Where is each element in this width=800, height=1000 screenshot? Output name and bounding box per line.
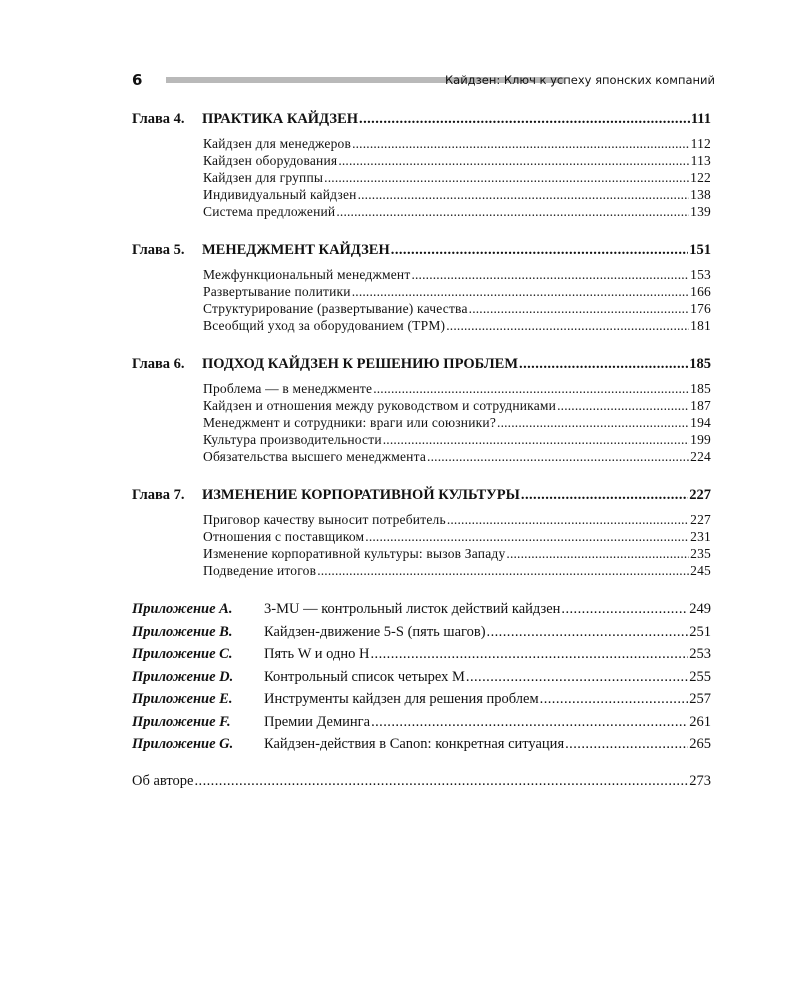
section-page: 231 <box>690 529 711 544</box>
section-title: Индивидуальный кайдзен <box>203 187 357 202</box>
appendix-page: 253 <box>689 646 711 662</box>
section-list <box>132 380 711 465</box>
leader-dots <box>371 711 688 734</box>
leader-dots <box>427 448 689 465</box>
chapter-label: Глава 6. <box>132 356 185 372</box>
appendix-label: Приложение D. <box>132 668 234 685</box>
about-author-page: 273 <box>689 772 711 789</box>
chapter-title: ПОДХОД КАЙДЗЕН К РЕШЕНИЮ ПРОБЛЕМ <box>202 356 519 372</box>
appendix-entry <box>132 666 711 689</box>
leader-dots <box>565 733 688 756</box>
chapter-heading <box>132 484 711 506</box>
leader-dots <box>194 770 688 792</box>
appendix-label: Приложение E. <box>132 691 233 707</box>
appendix-list <box>132 598 711 756</box>
page-number: 6 <box>132 71 143 89</box>
leader-dots <box>487 621 689 644</box>
section-entry <box>203 380 711 397</box>
section-page: 199 <box>690 432 711 447</box>
leader-dots <box>466 666 688 689</box>
appendix-title: Инструменты кайдзен для решения проблем <box>264 691 539 707</box>
leader-dots <box>497 414 689 431</box>
leader-dots <box>447 511 689 528</box>
chapter-7 <box>132 484 711 579</box>
appendix-entry <box>132 598 711 621</box>
leader-dots <box>324 169 689 186</box>
section-page: 227 <box>690 512 711 527</box>
leader-dots <box>519 353 688 375</box>
leader-dots <box>561 598 688 621</box>
appendix-page: 255 <box>689 668 711 685</box>
section-entry <box>203 152 711 169</box>
appendix-entry <box>132 643 711 666</box>
leader-dots <box>359 108 690 130</box>
section-page: 224 <box>690 449 711 464</box>
section-page: 166 <box>690 284 711 299</box>
leader-dots <box>469 300 689 317</box>
appendix-label: Приложение A. <box>132 601 233 617</box>
appendix-label: Приложение F. <box>132 713 231 730</box>
appendix-title: 3-MU — контрольный листок действий кайдзен <box>264 601 561 617</box>
chapter-label: Глава 5. <box>132 242 185 258</box>
about-author-title: Об авторе <box>132 772 194 789</box>
section-page: 139 <box>690 204 711 219</box>
chapter-page: 185 <box>689 356 711 372</box>
section-page: 112 <box>690 136 711 151</box>
section-page: 153 <box>690 267 711 282</box>
chapter-heading <box>132 108 711 130</box>
section-entry <box>203 528 711 545</box>
appendix-entry <box>132 688 711 711</box>
leader-dots <box>317 562 689 579</box>
section-entry <box>203 203 711 220</box>
section-title: Кайдзен для менеджеров <box>203 136 352 151</box>
chapter-heading <box>132 353 711 375</box>
section-entry <box>203 562 711 579</box>
section-title: Культура производительности <box>203 432 382 447</box>
section-page: 113 <box>690 153 711 168</box>
section-title: Кайдзен для группы <box>203 170 324 185</box>
leader-dots <box>383 431 689 448</box>
appendix-page: 249 <box>689 601 711 617</box>
chapter-page: 111 <box>690 111 711 127</box>
leader-dots <box>358 186 690 203</box>
chapter-title: ПРАКТИКА КАЙДЗЕН <box>202 111 359 127</box>
section-page: 138 <box>690 187 711 202</box>
chapter-6 <box>132 353 711 465</box>
appendix-page: 251 <box>689 623 711 640</box>
section-entry <box>203 169 711 186</box>
about-author-entry <box>132 770 711 792</box>
section-entry <box>203 135 711 152</box>
section-entry <box>203 283 711 300</box>
section-entry <box>203 431 711 448</box>
section-title: Развертывание политики <box>203 284 351 299</box>
section-title: Приговор качеству выносит потребитель <box>203 512 446 527</box>
section-title: Кайдзен оборудования <box>203 153 338 168</box>
appendix-page: 261 <box>689 713 711 730</box>
leader-dots <box>352 135 690 152</box>
section-list <box>132 135 711 220</box>
section-title: Межфункциональный менеджмент <box>203 267 411 282</box>
chapter-heading <box>132 239 711 261</box>
page-header <box>132 70 715 90</box>
section-title: Структурирование (развертывание) качества <box>203 301 468 316</box>
chapter-title: МЕНЕДЖМЕНТ КАЙДЗЕН <box>202 242 390 258</box>
section-title: Обязательства высшего менеджмента <box>203 449 427 464</box>
section-page: 181 <box>690 318 711 333</box>
leader-dots <box>540 688 689 711</box>
appendix-entry <box>132 711 711 734</box>
appendix-title: Премии Деминга <box>264 713 371 730</box>
appendix-title: Кайдзен-действия в Canon: конкретная ситуация <box>264 736 565 752</box>
section-entry <box>203 545 711 562</box>
appendix-title: Пять W и одно H <box>264 646 370 662</box>
appendix-title: Контрольный список четырех M <box>264 668 465 685</box>
leader-dots <box>352 283 689 300</box>
section-entry <box>203 448 711 465</box>
section-page: 235 <box>690 546 711 561</box>
section-entry <box>203 266 711 283</box>
section-title: Менеджмент и сотрудники: враги или союзники? <box>203 415 497 430</box>
table-of-contents <box>132 108 711 792</box>
section-entry <box>203 511 711 528</box>
leader-dots <box>370 643 688 666</box>
section-page: 185 <box>690 381 711 396</box>
section-entry <box>203 317 711 334</box>
appendix-label: Приложение G. <box>132 736 234 752</box>
section-page: 245 <box>690 563 711 578</box>
chapter-label: Глава 4. <box>132 111 185 127</box>
section-page: 122 <box>690 170 711 185</box>
chapter-title: ИЗМЕНЕНИЕ КОРПОРАТИВНОЙ КУЛЬТУРЫ <box>202 487 520 503</box>
leader-dots <box>336 203 689 220</box>
leader-dots <box>391 239 688 261</box>
leader-dots <box>373 380 689 397</box>
leader-dots <box>521 484 688 506</box>
section-page: 194 <box>690 415 711 430</box>
leader-dots <box>411 266 689 283</box>
chapter-page: 151 <box>689 242 711 258</box>
appendix-label: Приложение C. <box>132 646 233 662</box>
running-title: Кайдзен: Ключ к успеху японских компаний <box>445 73 715 87</box>
appendix-entry <box>132 621 711 644</box>
section-entry <box>203 186 711 203</box>
chapter-label: Глава 7. <box>132 487 185 503</box>
chapter-5 <box>132 239 711 334</box>
section-title: Изменение корпоративной культуры: вызов Западу <box>203 546 506 561</box>
appendix-title: Кайдзен-движение 5-S (пять шагов) <box>264 623 486 640</box>
section-title: Отношения с поставщиком <box>203 529 365 544</box>
section-entry <box>203 397 711 414</box>
appendix-entry <box>132 733 711 756</box>
leader-dots <box>557 397 689 414</box>
appendix-label: Приложение B. <box>132 623 233 640</box>
leader-dots <box>446 317 689 334</box>
section-page: 187 <box>690 398 711 413</box>
section-entry <box>203 414 711 431</box>
appendix-page: 265 <box>689 736 711 752</box>
leader-dots <box>365 528 689 545</box>
chapter-4 <box>132 108 711 220</box>
leader-dots <box>338 152 689 169</box>
section-title: Подведение итогов <box>203 563 317 578</box>
section-title: Проблема — в менеджменте <box>203 381 373 396</box>
section-list <box>132 511 711 579</box>
section-entry <box>203 300 711 317</box>
section-title: Всеобщий уход за оборудованием (TPM) <box>203 318 446 333</box>
section-page: 176 <box>690 301 711 316</box>
section-title: Система предложений <box>203 204 336 219</box>
leader-dots <box>506 545 689 562</box>
chapter-page: 227 <box>689 487 711 503</box>
section-title: Кайдзен и отношения между руководством и сотрудниками <box>203 398 557 413</box>
section-list <box>132 266 711 334</box>
appendix-page: 257 <box>689 691 711 707</box>
